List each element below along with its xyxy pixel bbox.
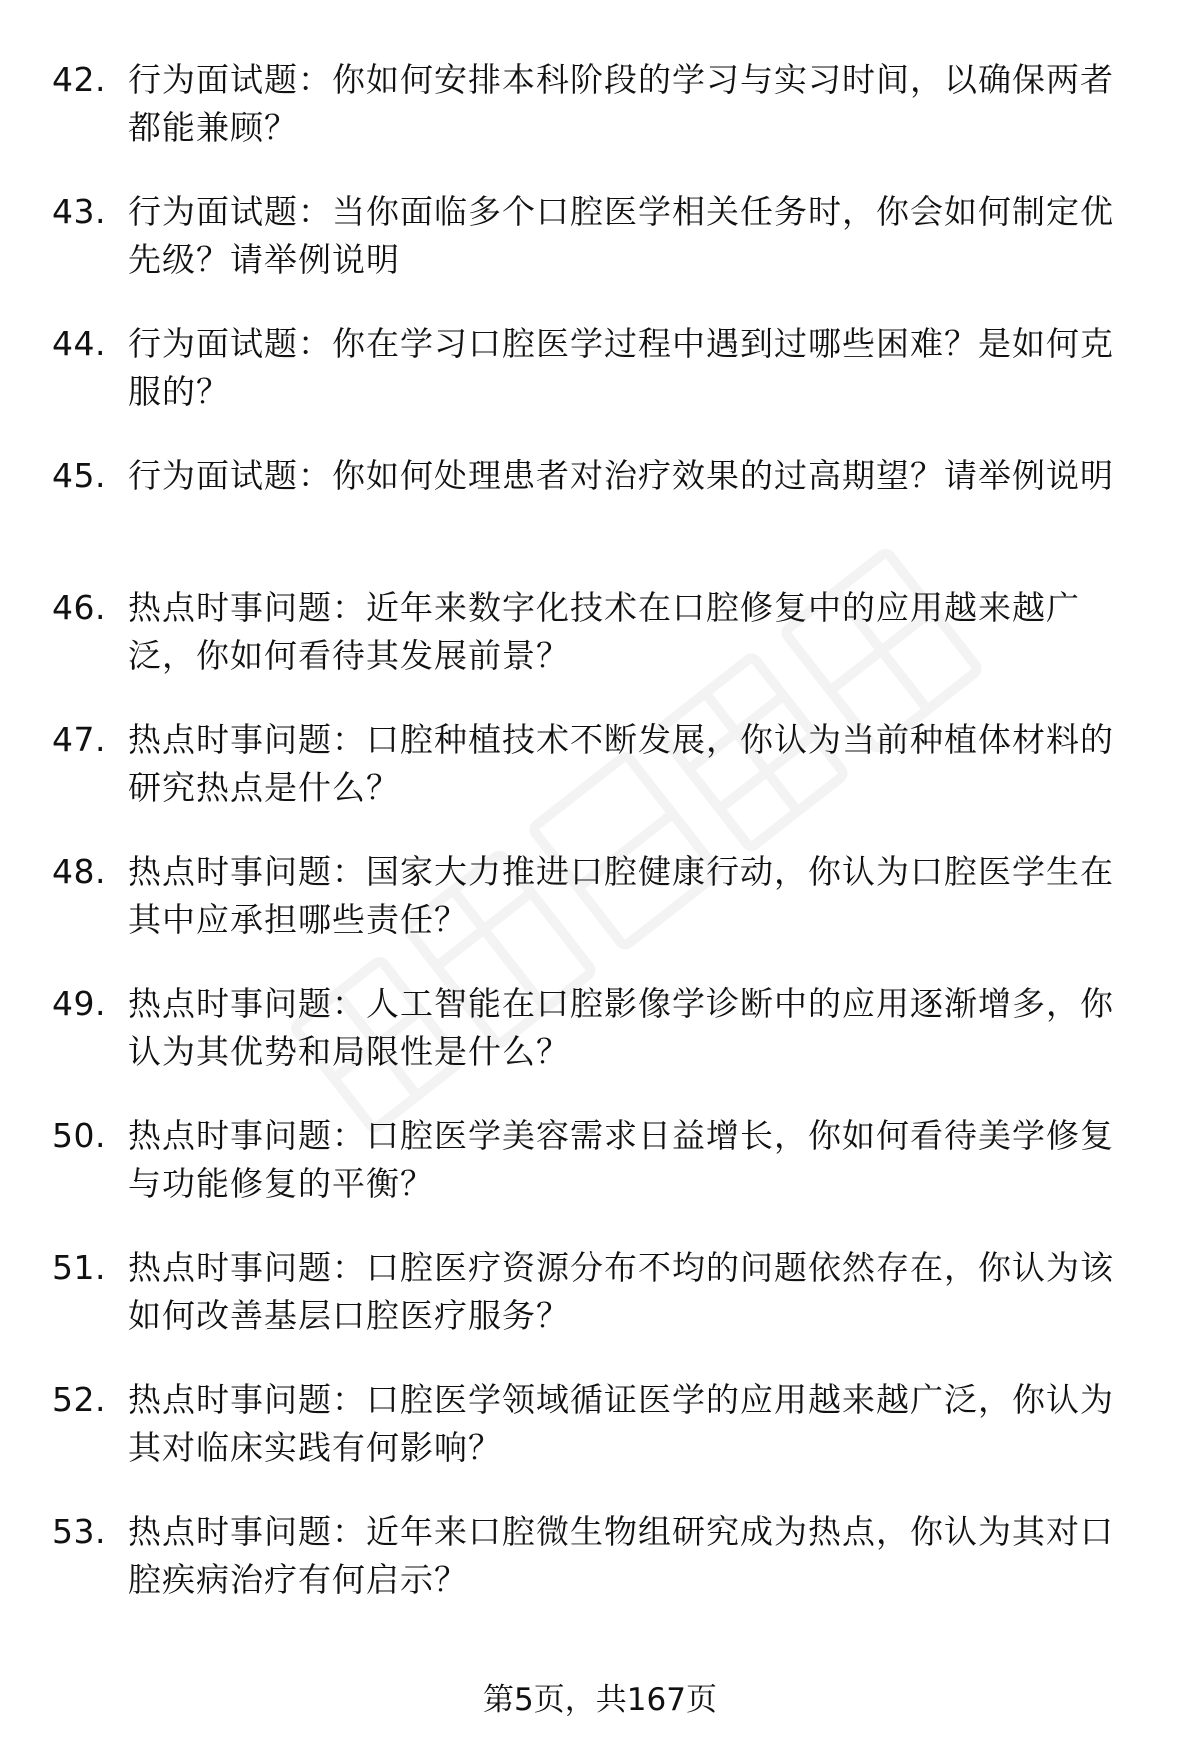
question-text: 行为面试题：当你面临多个口腔医学相关任务时，你会如何制定优先级？请举例说明 [128, 192, 1114, 279]
question-number: 42. [52, 60, 106, 99]
page-number-label: 第5页，共167页 [483, 1682, 717, 1718]
list-item [0, 452, 1200, 584]
question-text: 热点时事问题：口腔医疗资源分布不均的问题依然存在，你认为该如何改善基层口腔医疗服务？ [128, 1248, 1114, 1335]
question-text: 热点时事问题：口腔种植技术不断发展，你认为当前种植体材料的研究热点是什么？ [128, 720, 1114, 807]
list-item [0, 1244, 1200, 1376]
question-number: 49. [52, 984, 106, 1023]
question-text: 热点时事问题：口腔医学领域循证医学的应用越来越广泛，你认为其对临床实践有何影响？ [128, 1380, 1114, 1467]
list-item [0, 56, 1200, 188]
list-item [0, 980, 1200, 1112]
question-text: 热点时事问题：国家大力推进口腔健康行动，你认为口腔医学生在其中应承担哪些责任？ [128, 852, 1114, 939]
question-text: 行为面试题：你如何安排本科阶段的学习与实习时间，以确保两者都能兼顾？ [128, 60, 1114, 147]
list-item [0, 848, 1200, 980]
question-number: 53. [52, 1512, 106, 1551]
question-number: 47. [52, 720, 106, 759]
list-item [0, 584, 1200, 716]
list-item [0, 716, 1200, 848]
list-item [0, 1376, 1200, 1508]
question-text: 热点时事问题：近年来数字化技术在口腔修复中的应用越来越广泛，你如何看待其发展前景？ [128, 588, 1080, 675]
list-item [0, 1508, 1200, 1640]
question-text: 热点时事问题：人工智能在口腔影像学诊断中的应用逐渐增多，你认为其优势和局限性是什么？ [128, 984, 1114, 1071]
question-text: 行为面试题：你在学习口腔医学过程中遇到过哪些困难？是如何克服的？ [128, 324, 1114, 411]
question-number: 52. [52, 1380, 106, 1419]
page-footer [0, 1680, 1200, 1720]
question-number: 43. [52, 192, 106, 231]
question-list [0, 56, 1200, 1640]
question-number: 44. [52, 324, 106, 363]
list-item [0, 320, 1200, 452]
question-text: 行为面试题：你如何处理患者对治疗效果的过高期望？请举例说明 [128, 456, 1114, 495]
question-text: 热点时事问题：近年来口腔微生物组研究成为热点，你认为其对口腔疾病治疗有何启示？ [128, 1512, 1114, 1599]
question-text: 热点时事问题：口腔医学美容需求日益增长，你如何看待美学修复与功能修复的平衡？ [128, 1116, 1114, 1203]
question-number: 48. [52, 852, 106, 891]
list-item [0, 1112, 1200, 1244]
question-number: 46. [52, 588, 106, 627]
question-number: 45. [52, 456, 106, 495]
question-number: 50. [52, 1116, 106, 1155]
question-number: 51. [52, 1248, 106, 1287]
list-item [0, 188, 1200, 320]
